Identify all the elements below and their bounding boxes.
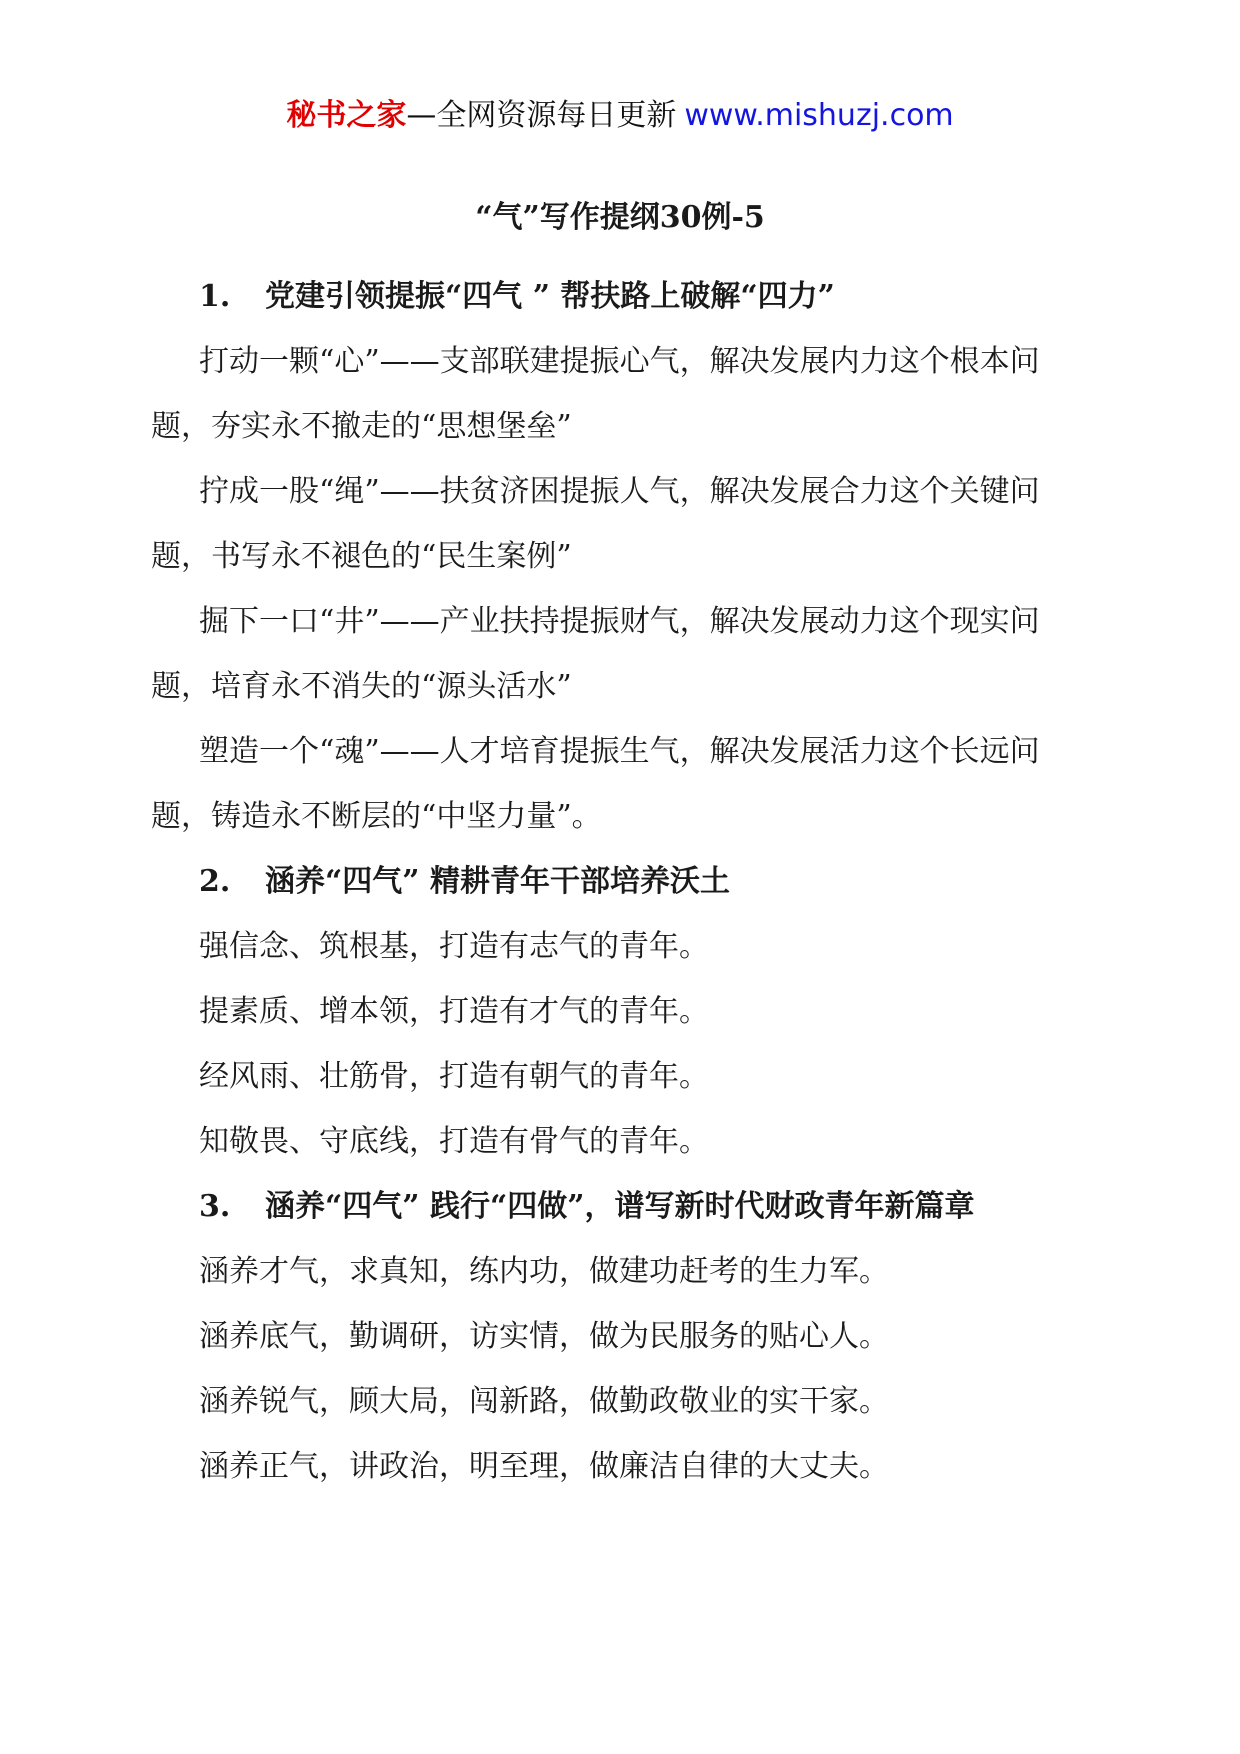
paragraph: 强信念、筑根基，打造有志气的青年。 — [199, 929, 709, 964]
section-number: 1. — [199, 279, 231, 314]
section-heading-2 — [151, 849, 1095, 914]
brand-name: 秘书之家 — [286, 98, 407, 133]
section-heading-text: 涵养“四气” 精耕青年干部培养沃土 — [265, 864, 730, 899]
document-title: “气”写作提纲30例-5 — [475, 200, 765, 235]
section-heading-text: 涵养“四气” 践行“四做”，谱写新时代财政青年新篇章 — [265, 1189, 975, 1224]
document-body — [151, 264, 1095, 1499]
section-heading-3 — [151, 1174, 1095, 1239]
paragraph: 知敬畏、守底线，打造有骨气的青年。 — [199, 1124, 709, 1159]
paragraph: 涵养正气，讲政治，明至理，做廉洁自律的大丈夫。 — [199, 1449, 889, 1484]
paragraph: 涵养才气，求真知，练内功，做建功赶考的生力军。 — [199, 1254, 889, 1289]
site-url-link[interactable]: www.mishuzj.com — [684, 98, 954, 133]
section-heading-1 — [151, 264, 1095, 329]
paragraph: 涵养锐气，顾大局，闯新路，做勤政敬业的实干家。 — [199, 1384, 889, 1419]
paragraph: 经风雨、壮筋骨，打造有朝气的青年。 — [199, 1059, 709, 1094]
paragraph: 提素质、增本领，打造有才气的青年。 — [199, 994, 709, 1029]
paragraph: 塑造一个“魂”——人才培育提振生气，解决发展活力这个长远问题，铸造永不断层的“中坚力量”。 — [151, 734, 1040, 834]
paragraph: 涵养底气，勤调研，访实情，做为民服务的贴心人。 — [199, 1319, 889, 1354]
section-heading-text: 党建引领提振“四气 ” 帮扶路上破解“四力” — [265, 279, 835, 314]
header-tagline: —全网资源每日更新 — [406, 98, 677, 133]
site-header — [0, 96, 1240, 136]
paragraph: 掘下一口“井”——产业扶持提振财气，解决发展动力这个现实问题，培育永不消失的“源头活水” — [151, 604, 1040, 704]
paragraph: 拧成一股“绳”——扶贫济困提振人气，解决发展合力这个关键问题，书写永不褪色的“民生案例” — [151, 474, 1040, 574]
paragraph: 打动一颗“心”——支部联建提振心气，解决发展内力这个根本问题，夯实永不撤走的“思想堡垒” — [151, 344, 1040, 444]
section-number: 2. — [199, 864, 231, 899]
section-number: 3. — [199, 1189, 231, 1224]
